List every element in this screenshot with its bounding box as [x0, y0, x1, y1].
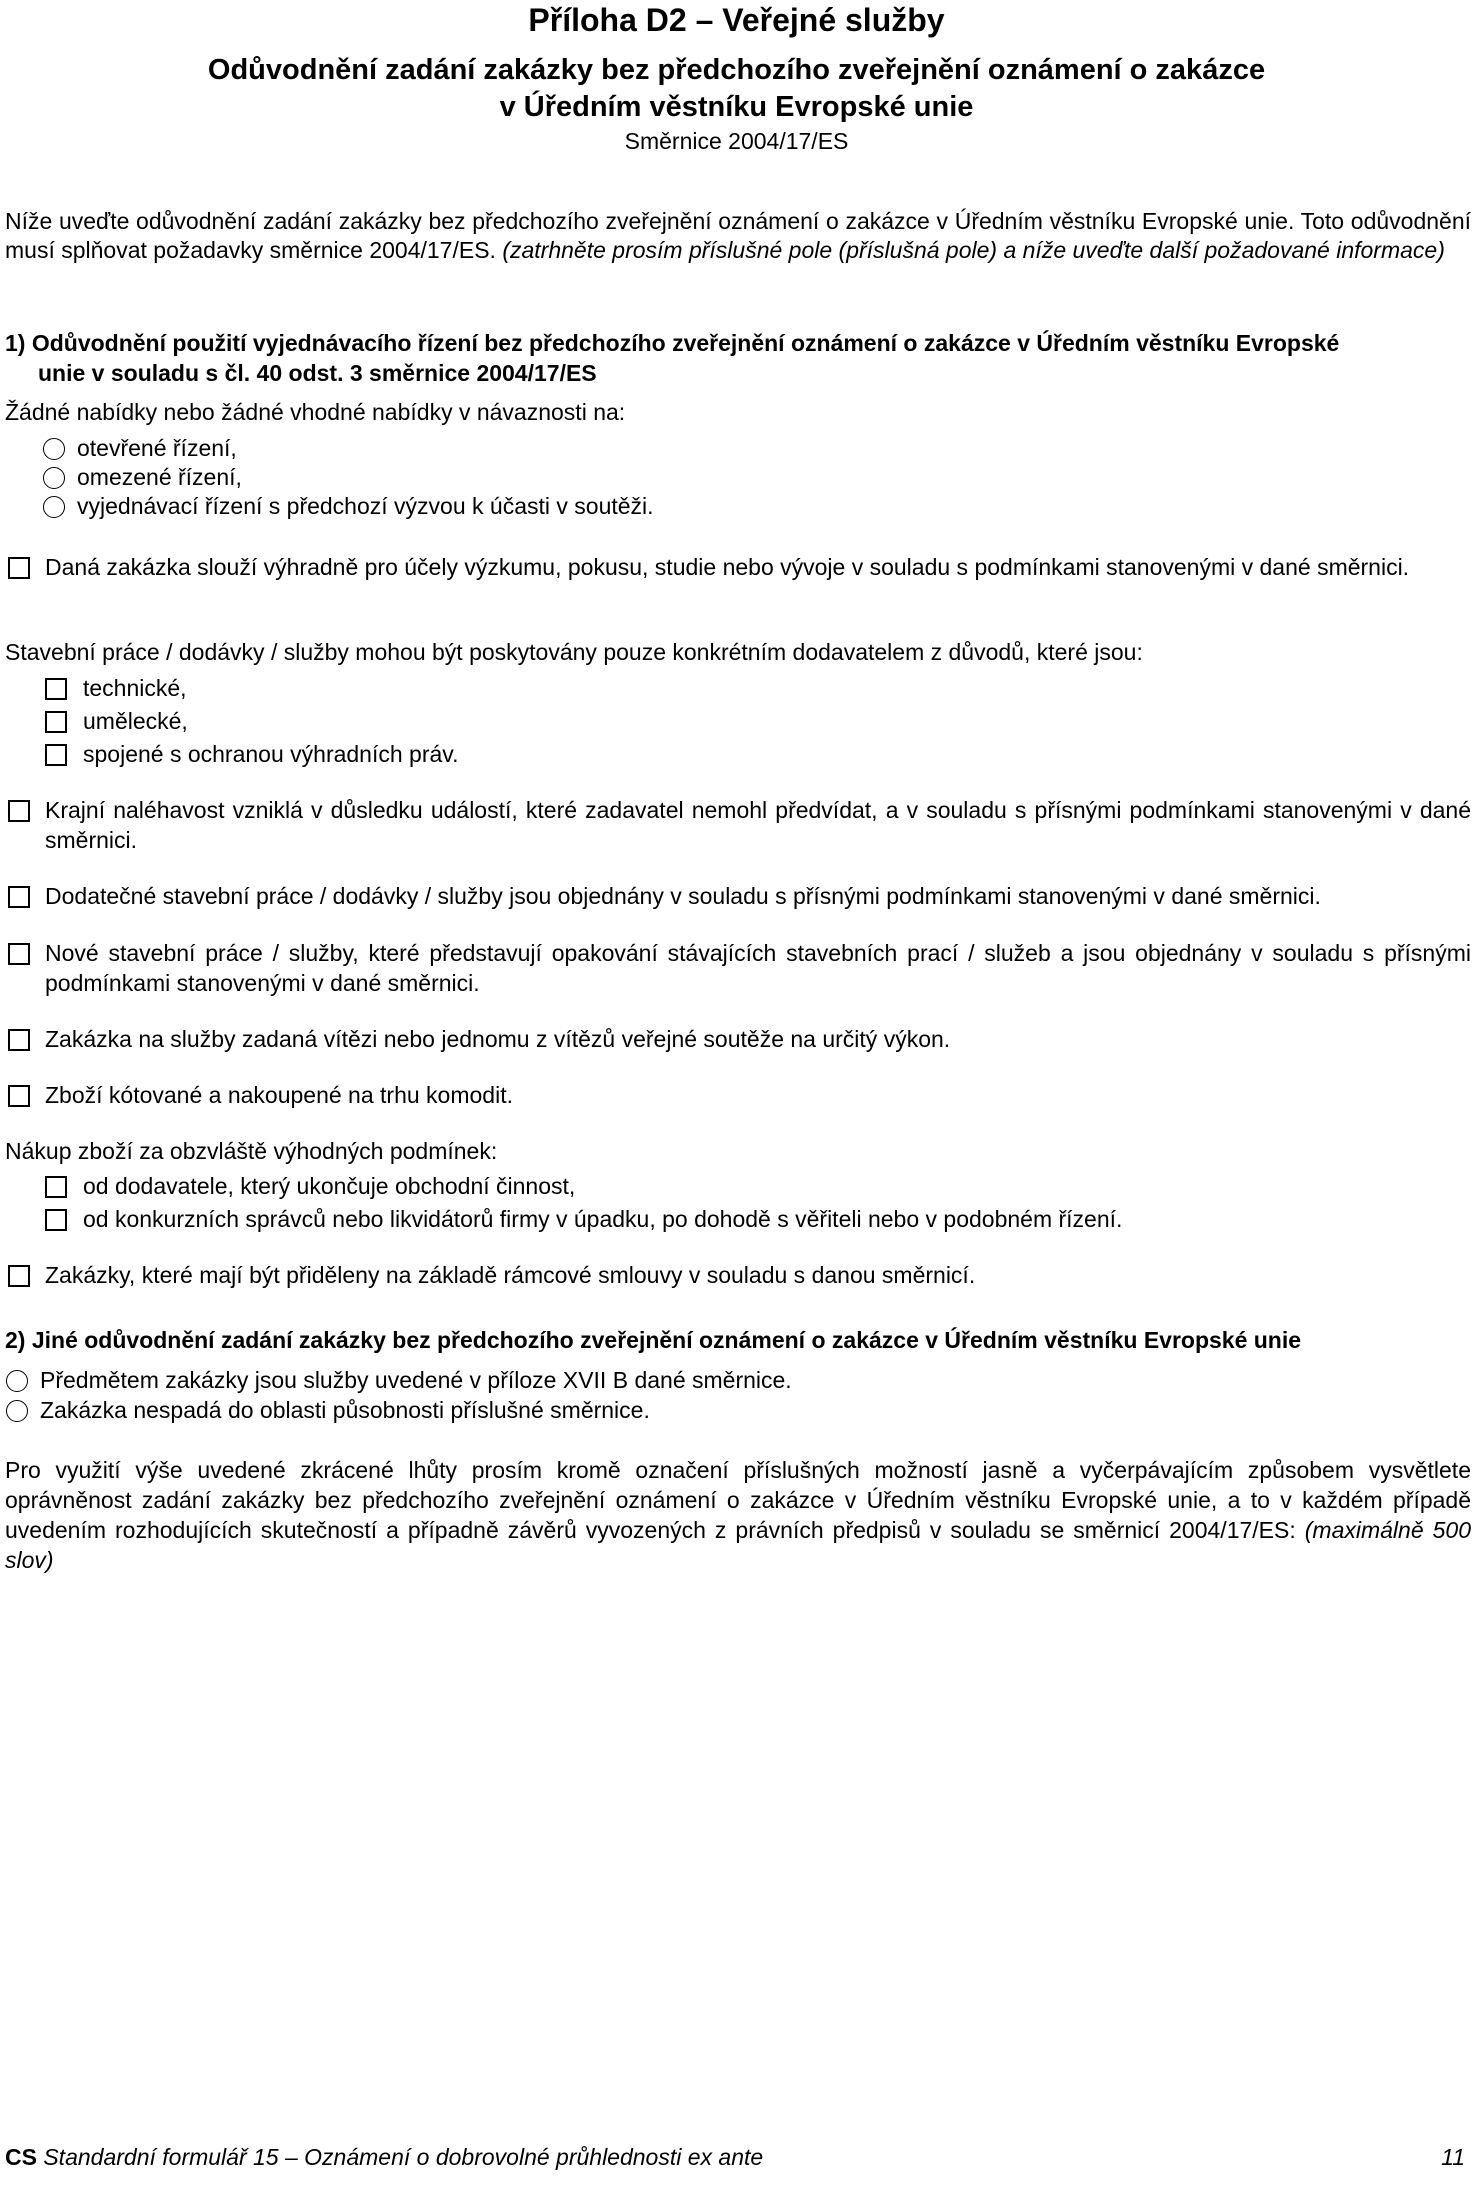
page-footer — [5, 2144, 1471, 2171]
section2-heading: 2) Jiné odůvodnění zadání zakázky bez předchozího zveřejnění oznámení o zakázce v Úředním věstníku Evropské unie — [5, 1327, 1302, 1353]
closing-word-limit: (maximálně 500 slov) — [5, 1517, 1472, 1573]
radio-negotiated-procedure-label: vyjednávací řízení s předchozí výzvou k účasti v soutěži. — [77, 493, 654, 519]
technical-label: technické, — [83, 675, 187, 701]
subtitle-line-2: v Úředním věstníku Evropské unie — [499, 91, 974, 123]
advantageous-label: Nákup zboží za obzvláště výhodných podmínek: — [5, 1138, 498, 1164]
page-title: Příloha D2 – Veřejné služby — [528, 2, 945, 38]
checkbox-artistic[interactable] — [45, 711, 67, 733]
footer-page-number: 11 — [1441, 2144, 1465, 2170]
closing-text: Pro využití výše uvedené zkrácené lhůty prosím kromě označení příslušných možností jasně a vyčerpávajícím způsobem vysvětlete oprávněnost zadání zakázky bez předchozího zveřejnění oznámení o zakázce v Úředním věstníku Evropské unie, a to v každém případě uvedením rozhodujících skutečností a případně závěrů vyvozených z právních předpisů v souladu se směrnicí 2004/17/ES: — [5, 1457, 1471, 1543]
checkbox-contest[interactable] — [8, 1029, 30, 1051]
checkbox-framework[interactable] — [8, 1265, 30, 1287]
checkbox-commodity[interactable] — [8, 1085, 30, 1107]
additional-text: Dodatečné stavební práce / dodávky / služby jsou objednány v souladu s přísnými podmínkami stanovenými v dané směrnici. — [45, 883, 1321, 909]
research-text: Daná zakázka slouží výhradně pro účely výzkumu, pokusu, studie nebo vývoje v souladu s podmínkami stanovenými v dané směrnici. — [45, 554, 1410, 580]
subtitle-line-1: Odůvodnění zadání zakázky bez předchozího zveřejnění oznámení o zakázce — [207, 54, 1266, 86]
radio-restricted-procedure-label: omezené řízení, — [77, 464, 242, 490]
intro-paragraph — [5, 207, 1471, 265]
radio-out-of-scope[interactable] — [6, 1400, 28, 1422]
section1-heading-line2: unie v souladu s čl. 40 odst. 3 směrnice 2004/17/ES — [38, 360, 597, 386]
radio-negotiated-procedure[interactable] — [43, 496, 65, 518]
section1-heading-line1: 1) Odůvodnění použití vyjednávacího řízení bez předchozího zveřejnění oznámení o zakázce v Úředním věstníku Evropské — [5, 330, 1340, 356]
checkbox-insolvency[interactable] — [45, 1209, 67, 1231]
checkbox-repetition[interactable] — [8, 943, 30, 965]
radio-open-procedure-label: otevřené řízení, — [77, 435, 237, 461]
radio-restricted-procedure[interactable] — [43, 467, 65, 489]
checkbox-research[interactable] — [8, 557, 30, 579]
closing-paragraph — [5, 1455, 1471, 1575]
checkbox-winding-up[interactable] — [45, 1176, 67, 1198]
radio-annex-xviib[interactable] — [6, 1370, 28, 1392]
checkbox-technical[interactable] — [45, 678, 67, 700]
checkbox-urgency[interactable] — [8, 800, 30, 822]
directive-label: Směrnice 2004/17/ES — [624, 128, 849, 154]
intro-text: Níže uveďte odůvodnění zadání zakázky bez předchozího zveřejnění oznámení o zakázce v Úředním věstníku Evropské unie. Toto odůvodnění musí splňovat požadavky směrnice 2004/17/ES. — [5, 208, 1471, 263]
section1-heading — [5, 328, 1471, 388]
intro-instruction: (zatrhněte prosím příslušné pole (příslušná pole) a níže uveďte další požadované informace) — [502, 237, 1445, 263]
contest-text: Zakázka na služby zadaná vítězi nebo jednomu z vítězů veřejné soutěže na určitý výkon. — [45, 1026, 951, 1052]
footer-language: CS — [5, 2144, 37, 2170]
no-tenders-label: Žádné nabídky nebo žádné vhodné nabídky v návaznosti na: — [5, 399, 626, 425]
radio-annex-xviib-label: Předmětem zakázky jsou služby uvedené v příloze XVII B dané směrnice. — [40, 1367, 792, 1393]
framework-text: Zakázky, které mají být přiděleny na základě rámcové smlouvy v souladu s danou směrnicí. — [45, 1262, 976, 1288]
radio-open-procedure[interactable] — [43, 438, 65, 460]
repetition-text: Nové stavební práce / služby, které představují opakování stávajících stavebních prací / služeb a jsou objednány v souladu s přísnými podmínkami stanovenými v dané směrnici. — [45, 940, 1471, 996]
radio-out-of-scope-label: Zakázka nespadá do oblasti působnosti příslušné směrnice. — [40, 1397, 650, 1423]
checkbox-exclusive-rights[interactable] — [45, 744, 67, 766]
footer-form-title: Standardní formulář 15 – Oznámení o dobrovolné průhlednosti ex ante — [43, 2144, 764, 2170]
urgency-text: Krajní naléhavost vzniklá v důsledku událostí, které zadavatel nemohl předvídat, a v souladu s přísnými podmínkami stanovenými v dané směrnici. — [45, 797, 1471, 853]
artistic-label: umělecké, — [83, 708, 188, 734]
specific-supplier-label: Stavební práce / dodávky / služby mohou být poskytovány pouze konkrétním dodavatelem z důvodů, které jsou: — [5, 639, 1143, 665]
exclusive-rights-label: spojené s ochranou výhradních práv. — [83, 741, 459, 767]
page-subtitle — [0, 52, 1473, 126]
winding-up-label: od dodavatele, který ukončuje obchodní činnost, — [83, 1173, 576, 1199]
checkbox-additional[interactable] — [8, 886, 30, 908]
commodity-text: Zboží kótované a nakoupené na trhu komodit. — [45, 1082, 513, 1108]
insolvency-label: od konkurzních správců nebo likvidátorů firmy v úpadku, po dohodě s věřiteli nebo v podobném řízení. — [83, 1206, 1123, 1232]
